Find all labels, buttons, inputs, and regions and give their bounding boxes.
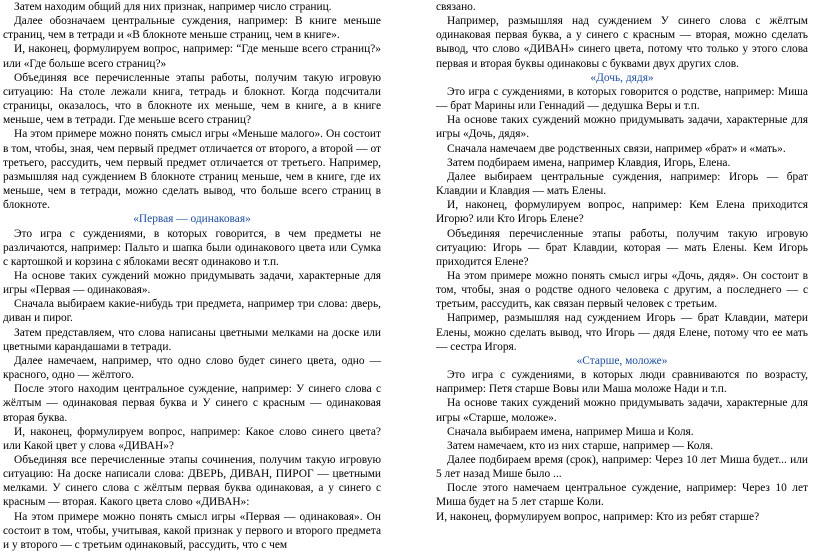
paragraph: Это игра с суждениями, в которых люди сравниваются по возрасту, например: Петя старше Вовы или Маша моложе Нади и т.п. — [436, 369, 808, 396]
paragraph: Затем находим общий для них признак, например число страниц. — [14, 1, 332, 13]
paragraph: Сначала выбираем какие-нибудь три предмета, например три слова: дверь, диван и пирог. — [3, 298, 381, 325]
paragraph: На основе таких суждений можно придумывать задачи, характерные для игры «Дочь, дядя». — [436, 114, 808, 141]
paragraph: Например, размышляя над суждением У синего слова с жёлтым одинаковая первая буква, а у синего с красным — вторая, можно сделать вывод, что слово «ДИВАН» синего цвета, потому что только у этого слова первая и вторая буквы одинаковы с буквами двух других слов. — [436, 15, 808, 70]
section-heading: «Дочь, дядя» — [590, 71, 654, 84]
paragraph: Объединяя перечисленные этапы работы, получим такую игровую ситуацию: Игорь — брат Клавдии, которая — мать Елены. Кем Игорь приходится Елене? — [436, 227, 808, 268]
paragraph: Это игра с суждениями, в которых говорится о родстве, например: Миша — брат Марины или Геннадий — дедушка Веры и т.п. — [436, 85, 808, 113]
paragraph: И, наконец, формулируем вопрос, например: “Где меньше всего страниц?» или «Где больше всего страниц?» — [3, 43, 381, 70]
paragraph: И, наконец, формулируем вопрос, например: Кем Елена приходится Игорю? или Кто Игорь Елене? — [436, 199, 808, 226]
paragraph: Затем намечаем, кто из них старше, например — Коля. — [447, 439, 714, 452]
section-heading: «Старше, моложе» — [576, 354, 668, 367]
paragraph: На этом примере можно понять смысл игры «Меньше малого». Он состоит в том, чтобы, зная, чем первый предмет отличается от второго, а второй — от третьего, рассудить, чем первый предмет отличается от третьего. Например, размышляя над суждением В блокноте страниц меньше, чем в книге, где их меньше, чем в тетради, можно сделать вывод, что больше всего страниц в блокноте. — [3, 128, 381, 212]
paragraph: Это игра с суждениями, в которых говорится, в чем предметы не различаются, например: Пальто и шапка были одинакового цвета или Сумка с картошкой и корзина с яблоками весят одинаково и т.п. — [3, 227, 381, 268]
paragraph: Далее подбираем время (срок), например: Через 10 лет Миша будет... или 5 лет назад Мише было ... — [436, 454, 808, 481]
paragraph: На этом примере можно понять смысл игры «Дочь, дядя». Он состоит в том, чтобы, зная о родстве одного человека с другим, а последнего — с третьим, рассудить, как связан первый человек с третьим. — [436, 269, 808, 311]
paragraph: На этом примере можно понять смысл игры «Первая — одинаковая». Он состоит в том, чтобы, учитывая, какой признак у первого и второго предмета и у второго — с третьим одинаковый, рассудить, что с чем — [3, 510, 381, 551]
paragraph: На основе таких суждений можно придумывать задачи, характерные для игры «Старше, моложе». — [436, 397, 808, 424]
paragraph: Объединяя все перечисленные этапы работы, получим такую игровую ситуацию: На столе лежали книга, тетрадь и блокнот. Когда подсчитали страницы, оказалось, что в блокноте их меньше, чем в книге, а в книге меньше, чем в тетради. Где меньше всего страниц? — [3, 71, 381, 127]
paragraph: Затем подбираем имена, например Клавдия, Игорь, Елена. — [447, 156, 731, 169]
paragraph: И, наконец, формулируем вопрос, например: Кто из ребят старше? — [436, 510, 760, 523]
paragraph: Далее выбираем центральные суждения, например: Игорь — брат Клавдии и Клавдия — мать Елены. — [436, 170, 808, 198]
paragraph: связано. — [436, 1, 476, 13]
paragraph: После этого находим центральное суждение, например: У синего слова с жёлтым — одинаковая первая буква и У синего с красным — одинаковая вторая буква. — [3, 383, 381, 424]
paragraph: Далее обозначаем центральные суждения, например: В книге меньше страниц, чем в тетради и «В блокноте меньше страниц, чем в книге». — [3, 15, 381, 42]
paragraph: Например, размышляя над суждением Игорь — брат Клавдии, матери Елены, можно сделать вывод, что Игорь — дядя Елене, потому что ее мать — сестра Игоря. — [436, 312, 808, 353]
paragraph: И, наконец, формулируем вопрос, например: Какое слово синего цвета? или Какой цвет у слова «ДИВАН»? — [3, 425, 381, 452]
paragraph: Затем представляем, что слова написаны цветными мелками на доске или цветными карандашами в тетради. — [3, 326, 381, 353]
paragraph: Сначала намечаем две родственных связи, например «брат» и «мать». — [447, 142, 786, 155]
paragraph: Далее намечаем, например, что одно слово будет синего цвета, одно — красного, одно — жёлтого. — [3, 354, 381, 382]
section-heading: «Первая — одинаковая» — [133, 213, 251, 226]
paragraph: Объединяя все перечисленные этапы сочинения, получим такую игровую ситуацию: На доске написали слова: ДВЕРЬ, ДИВАН, ПИРОГ — цветными мелками. У синего слова с жёлтым первая буква одинаковая, а у синего с красным — вторая. Какого цвета слово «ДИВАН»: — [3, 454, 381, 509]
right-text-column — [436, 0, 808, 524]
paragraph: Сначала выбираем имена, например Миша и Коля. — [447, 425, 694, 438]
paragraph: На основе таких суждений можно придумывать задачи, характерные для игры «Первая — одинаковая». — [3, 269, 381, 297]
paragraph: После этого намечаем центральное суждение, например: Через 10 лет Миша будет на 5 лет старше Коли. — [436, 482, 808, 509]
left-text-column — [3, 0, 381, 552]
